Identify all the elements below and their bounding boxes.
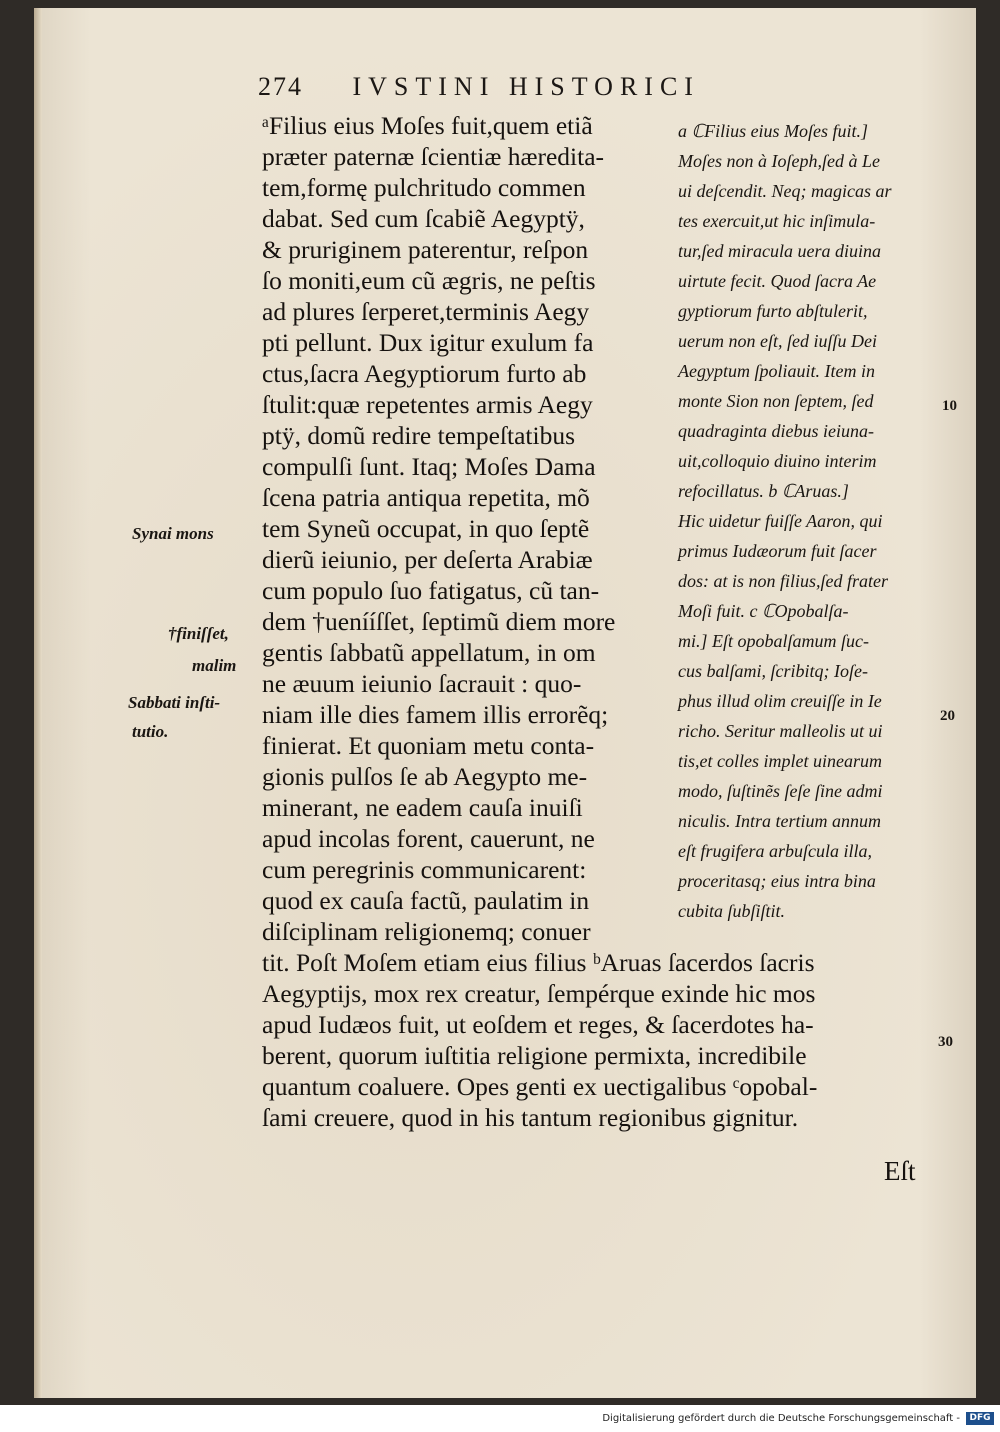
main-line: ptÿ, domũ redire tempeſtatibus bbox=[262, 421, 576, 450]
line-number: 10 bbox=[942, 398, 957, 414]
main-line: cum populo ſuo fatigatus, cũ tan- bbox=[262, 576, 600, 605]
main-line: diſciplinam religionemq; conuer bbox=[262, 917, 591, 946]
note-line: niculis. Intra tertium annum bbox=[678, 811, 881, 831]
main-line: ctus,ſacra Aegyptiorum furto ab bbox=[262, 359, 587, 388]
dfg-logo[interactable]: DFG bbox=[966, 1412, 994, 1425]
footer-bar bbox=[0, 1405, 1000, 1432]
note-line: modo, ſuſtinẽs ſeſe ſine admi bbox=[678, 781, 883, 801]
footer-credit: Digitalisierung gefördert durch die Deutsche Forschungsgemeinschaft - bbox=[602, 1413, 960, 1424]
note-line: Moſi fuit. c ℂOpobalſa- bbox=[678, 601, 849, 621]
note-line: proceritasq; eius intra bina bbox=[678, 871, 876, 891]
main-line: Aegyptijs, mox rex creatur, ſempérque exinde hic mos bbox=[262, 979, 816, 1008]
main-line: ᵃFilius eius Moſes fuit,quem etiã bbox=[262, 111, 593, 140]
note-line: phus illud olim creuiſſe in Ie bbox=[678, 691, 882, 711]
note-line: uirtute fecit. Quod ſacra Ae bbox=[678, 271, 877, 291]
line-number: 30 bbox=[938, 1034, 953, 1050]
note-line: eſt frugifera arbuſcula illa, bbox=[678, 841, 872, 861]
main-line: tit. Poſt Moſem etiam eius filius ᵇAruas ſacerdos ſacris bbox=[262, 948, 815, 977]
note-line: refocillatus. b ℂAruas.] bbox=[678, 481, 849, 501]
main-line: niam ille dies famem illis errorẽq; bbox=[262, 700, 609, 729]
note-line: a ℂFilius eius Moſes fuit.] bbox=[678, 121, 869, 141]
note-line: Moſes non à Ioſeph,ſed à Le bbox=[678, 151, 880, 171]
note-line: dos: at is non filius,ſed frater bbox=[678, 571, 889, 591]
note-line: quadraginta diebus ieiuna- bbox=[678, 421, 874, 441]
marginal-note-sabbati: Sabbati inſti- bbox=[128, 693, 221, 712]
catchword: Eſt bbox=[884, 1156, 916, 1186]
note-line: richo. Seritur malleolis ut ui bbox=[678, 721, 883, 741]
main-line: dierũ ieiunio, per deſerta Arabiæ bbox=[262, 545, 593, 574]
line-number: 20 bbox=[940, 708, 955, 724]
note-line: tur,ſed miracula uera diuina bbox=[678, 241, 881, 261]
running-head-title: IVSTINI HISTORICI bbox=[352, 72, 700, 101]
main-line: ne æuum ieiunio ſacrauit : quo- bbox=[262, 669, 582, 698]
main-line: dabat. Sed cum ſcabiẽ Aegyptÿ, bbox=[262, 204, 585, 233]
main-line: gionis pulſos ſe ab Aegypto me- bbox=[262, 762, 588, 791]
running-header bbox=[258, 72, 700, 102]
main-line: ſami creuere, quod in his tantum regionibus gignitur. bbox=[262, 1103, 799, 1132]
note-line: mi.] Eſt opobalſamum ſuc- bbox=[678, 631, 869, 651]
note-line: uit,colloquio diuino interim bbox=[678, 451, 877, 471]
marginal-note-malim: malim bbox=[192, 656, 237, 675]
note-line: ui deſcendit. Neq; magicas ar bbox=[678, 181, 892, 201]
main-line: apud incolas forent, cauerunt, ne bbox=[262, 824, 595, 853]
main-line: compulſi ſunt. Itaq; Moſes Dama bbox=[262, 452, 596, 481]
note-line: tes exercuit,ut hic inſimula- bbox=[678, 211, 876, 231]
note-line: tis,et colles implet uinearum bbox=[678, 751, 882, 771]
main-line: berent, quorum iuſtitia religione permixta, incredibile bbox=[262, 1041, 807, 1070]
main-line: tem Syneũ occupat, in quo ſeptẽ bbox=[262, 514, 590, 543]
main-line: præter paternæ ſcientiæ hæredita- bbox=[262, 142, 605, 171]
note-line: cus balſami, ſcribitq; Ioſe- bbox=[678, 661, 868, 681]
marginal-note-sabbati-cont: tutio. bbox=[132, 722, 169, 741]
page-edge bbox=[34, 8, 42, 1398]
main-line: minerant, ne eadem cauſa inuiſi bbox=[262, 793, 583, 822]
main-line: ſo moniti,eum cũ ægris, ne peſtis bbox=[262, 266, 596, 295]
note-line: Aegyptum ſpoliauit. Item in bbox=[678, 361, 875, 381]
marginal-note-synai: Synai mons bbox=[132, 524, 214, 543]
note-line: gyptiorum furto abſtulerit, bbox=[678, 301, 868, 321]
note-line: Hic uidetur fuiſſe Aaron, qui bbox=[678, 511, 883, 531]
main-line: apud Iudæos fuit, ut eoſdem et reges, & ſacerdotes ha- bbox=[262, 1010, 814, 1039]
marginal-note-finisset: †finiſſet, bbox=[168, 624, 229, 643]
main-line: dem †uenííſſet, ſeptimũ diem more bbox=[262, 607, 616, 636]
note-line: uerum non eſt, ſed iuſſu Dei bbox=[678, 331, 877, 351]
note-line: cubita ſubſiſtit. bbox=[678, 901, 785, 921]
main-line: ſtulit:quæ repetentes armis Aegy bbox=[262, 390, 593, 419]
note-line: monte Sion non ſeptem, ſed bbox=[678, 391, 874, 411]
main-line: quantum coaluere. Opes genti ex uectigalibus ᶜopobal- bbox=[262, 1072, 818, 1101]
main-line: & pruriginem paterentur, reſpon bbox=[262, 235, 589, 264]
main-line: finierat. Et quoniam metu conta- bbox=[262, 731, 595, 760]
main-line: ſcena patria antiqua repetita, mõ bbox=[262, 483, 590, 512]
main-line: ad plures ſerperet,terminis Aegy bbox=[262, 297, 590, 326]
page-number: 274 bbox=[258, 72, 303, 101]
main-line: cum peregrinis communicarent: bbox=[262, 855, 587, 884]
main-line: quod ex cauſa factũ, paulatim in bbox=[262, 886, 590, 915]
note-line: primus Iudæorum fuit ſacer bbox=[678, 541, 877, 561]
main-line: pti pellunt. Dux igitur exulum fa bbox=[262, 328, 594, 357]
main-line: tem,formę pulchritudo commen bbox=[262, 173, 586, 202]
main-line: gentis ſabbatũ appellatum, in om bbox=[262, 638, 596, 667]
